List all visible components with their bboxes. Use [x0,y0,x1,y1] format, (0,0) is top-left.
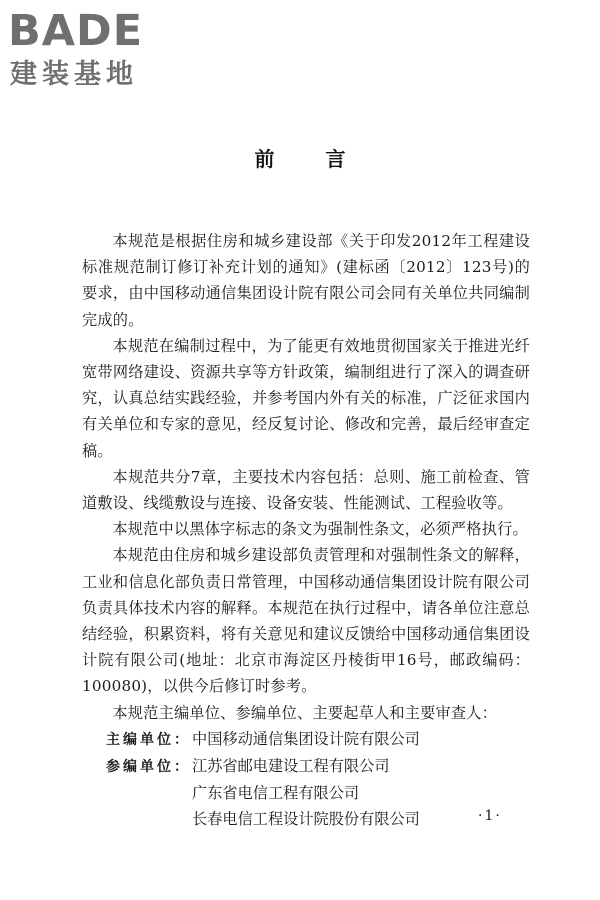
participant-label: 参编单位： [106,759,191,776]
page-number: ·1· [478,808,502,824]
page-title: 前 言 [254,147,368,171]
paragraph: 本规范主编单位、参编单位、主要起草人和主要审查人： [112,703,498,722]
participant-org: 江苏省邮电建设工程有限公司 [192,757,390,776]
participant-line [82,753,530,780]
paragraph: 本规范共分7章，主要技术内容包括：总则、施工前检查、管道敷设、线缆敷设与连接、设备安装、性能测试、工程验收等。 [82,467,530,513]
paragraph: 本规范由住房和城乡建设部负责管理和对强制性条文的解释，工业和信息化部负责日常管理，中国移动通信集团设计院有限公司负责具体技术内容的解释。本规范在执行过程中，请各单位注意总结经验，积累资料，将有关意见和建议反馈给中国移动通信集团设计院有限公司(地址：北京市海淀区丹棱街甲16号，邮政编码：100080)，以供今后修订时参考。 [82,546,530,696]
logo [8,6,178,92]
participant-org: 广东省电信工程有限公司 [192,784,360,803]
logo-wordmark: BADE [8,6,144,56]
paragraph: 本规范是根据住房和城乡建设部《关于印发2012年工程建设标准规范制订修订补充计划的通知》(建标函〔2012〕123号)的要求，由中国移动通信集团设计院有限公司会同有关单位共同编制完成的。 [82,232,530,329]
participant-org: 长春电信工程设计院股份有限公司 [192,810,420,829]
logo-subtitle: 建装基地 [10,59,138,90]
paragraph: 本规范在编制过程中，为了能更有效地贯彻国家关于推进光纤宽带网络建设、资源共享等方针政策，编制组进行了深入的调查研究，认真总结实践经验，并参考国内外有关的标准，广泛征求国内有关单位和专家的意见，经反复讨论、修改和完善，最后经审查定稿。 [82,336,530,460]
participant-line [82,806,530,832]
participant-line [82,780,530,806]
chief-editor-org: 中国移动通信集团设计院有限公司 [192,729,420,748]
chief-editor-line [82,726,530,753]
chief-editor-label: 主编单位： [106,731,191,748]
paragraph: 本规范中以黑体字标志的条文为强制性条文，必须严格执行。 [112,520,528,539]
preface-body [82,228,530,833]
